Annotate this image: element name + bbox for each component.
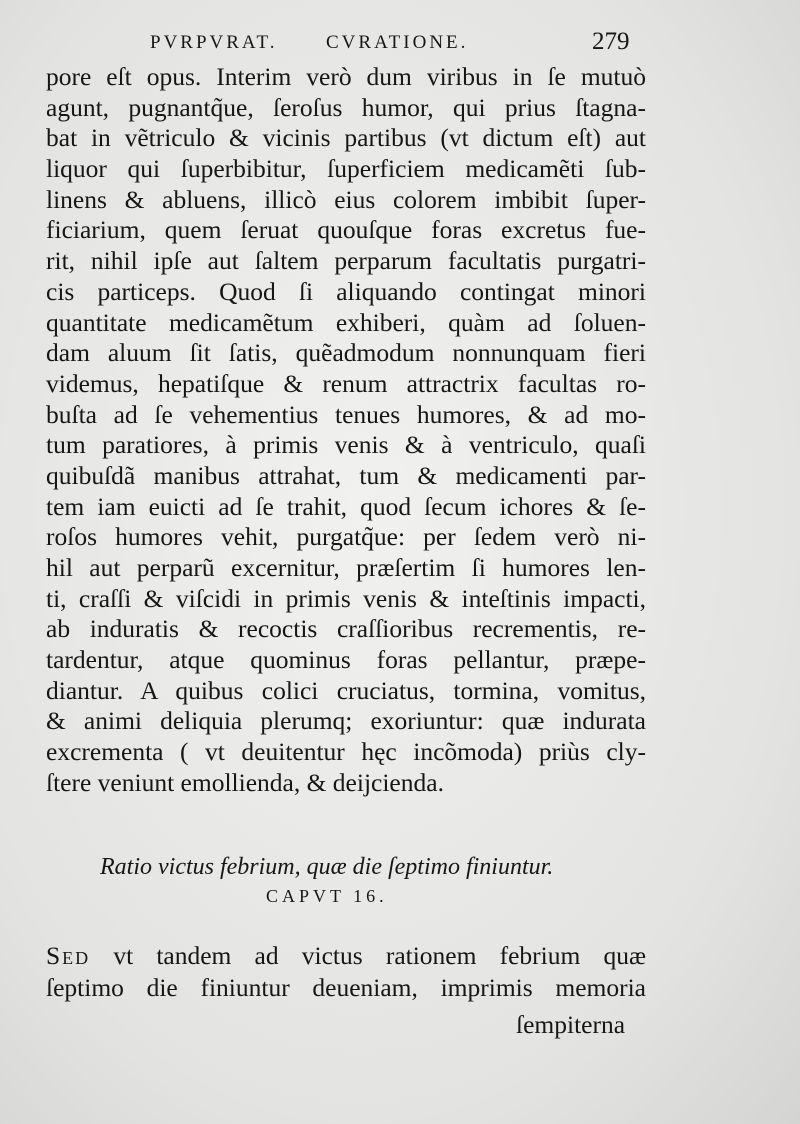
page-number: 279 [592,28,630,55]
text-line: rit, nihil ipſe aut ſaltem perparum facultatis purgatri- [46,246,646,276]
text-line: liquor qui ſuperbibitur, ſuperficiem medicamẽti ſub- [46,154,646,184]
text-line: vt tandem ad victus rationem febrium quæ [113,941,646,970]
text-line: linens & abluens, illicò eius colorem imbibit ſuper- [46,184,646,214]
text-line: cis particeps. Quod ſi aliquando contingat minori [46,276,646,306]
text-line: & animi deliquia plerumq; exoriuntur: quæ indurata [46,706,646,736]
text-line: tem iam euicti ad ſe trahit, quod ſecum ichores & ſe- [46,491,646,521]
text-line: quantitate medicamẽtum exhiberi, quàm ad ſoluen- [46,307,646,337]
text-line: tardentur, atque quominus foras pellantur, præpe- [46,645,646,675]
catchword: ſempiterna [516,1010,626,1039]
running-head-left: PVRPVRAT. [150,32,278,53]
chapter-number: CAPVT 16. [266,886,388,906]
text-line: tum paratiores, à primis venis & à ventriculo, quaſi [46,430,646,460]
running-head-center: CVRATIONE. [326,32,469,53]
text-line: bat in vẽtriculo & vicinis partibus (vt dictum eſt) aut [46,123,646,153]
text-line: ficiarium, quem ſeruat quouſque foras excretus fue- [46,215,646,245]
text-line: roſos humores vehit, purgatq̃ue: per ſedem verò ni- [46,522,646,552]
text-line: excrementa ( vt deuitentur hęc incõmoda) priùs cly- [46,737,646,767]
paragraph-initial: Sed [46,941,91,970]
second-paragraph [46,940,646,1004]
text-line: ab induratis & recoctis craſſioribus recrementis, re- [46,614,646,644]
text-line: agunt, pugnantq̃ue, ſeroſus humor, qui prius ſtagna- [46,92,646,122]
text-line: ſeptimo die finiuntur deueniam, imprimis memoria [46,973,646,1002]
paragraph-first-line [46,940,646,972]
text-line: diantur. A quibus colici cruciatus, tormina, vomitus, [46,675,646,705]
body-text [46,62,646,799]
text-line: dam aluum ſit ſatis, quẽadmodum nonnunquam fieri [46,338,646,368]
text-line: ti, craſſi & viſcidi in primis venis & inteſtinis impacti, [46,583,646,613]
text-line: quibuſdã manibus attrahat, tum & medicamenti par- [46,460,646,490]
text-line: buſta ad ſe vehementius tenues humores, & ad mo- [46,399,646,429]
running-head [140,28,660,58]
chapter-subheading: Ratio victus febrium, quæ die ſeptimo finiuntur. [100,854,554,880]
text-line: videmus, hepatiſque & renum attractrix facultas ro- [46,368,646,398]
text-line: pore eſt opus. Interim verò dum viribus in ſe mutuò [46,62,646,91]
text-line: ſtere veniunt emollienda, & deijcienda. [46,767,444,797]
text-line: hil aut perparũ excernitur, præſertim ſi humores len- [46,553,646,582]
